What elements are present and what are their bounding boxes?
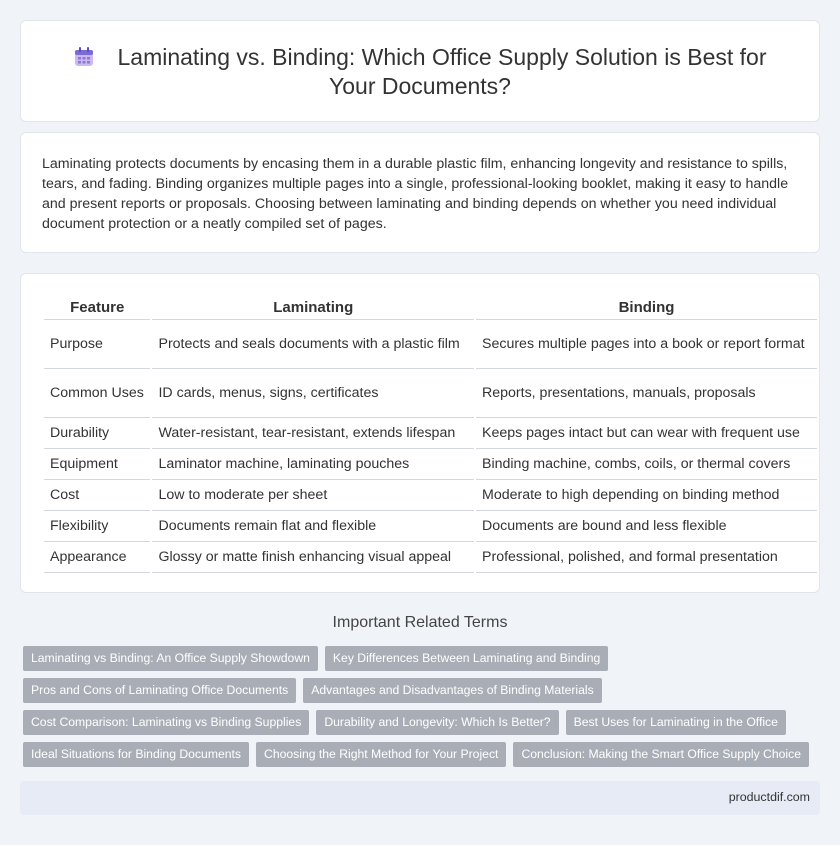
related-term-link[interactable]: Best Uses for Laminating in the Office	[566, 710, 786, 735]
related-term-link[interactable]: Choosing the Right Method for Your Project	[256, 742, 506, 767]
table-cell: Protects and seals documents with a plastic film	[152, 320, 474, 369]
header-binding: Binding	[476, 296, 817, 320]
table-row	[44, 449, 817, 480]
table-cell: Cost	[44, 480, 150, 511]
tag-row	[23, 742, 813, 767]
table-cell: Equipment	[44, 449, 150, 480]
footer-site-name: productdif.com	[728, 790, 810, 804]
table-cell: Documents are bound and less flexible	[476, 511, 817, 542]
table-row	[44, 480, 817, 511]
table-cell: Low to moderate per sheet	[152, 480, 474, 511]
tag-row	[23, 646, 813, 671]
comparison-table-card	[20, 273, 820, 593]
related-term-link[interactable]: Cost Comparison: Laminating vs Binding Supplies	[23, 710, 309, 735]
page-title: Laminating vs. Binding: Which Office Supply Solution is Best for Your Documents?	[117, 44, 767, 99]
header-feature: Feature	[44, 296, 150, 320]
table-cell: Binding machine, combs, coils, or thermal covers	[476, 449, 817, 480]
table-row	[44, 369, 817, 418]
table-row	[44, 542, 817, 573]
table-cell: Keeps pages intact but can wear with frequent use	[476, 418, 817, 449]
tag-row	[23, 710, 813, 735]
table-cell: Glossy or matte finish enhancing visual appeal	[152, 542, 474, 573]
related-term-link[interactable]: Durability and Longevity: Which Is Better?	[316, 710, 558, 735]
table-cell: Laminator machine, laminating pouches	[152, 449, 474, 480]
table-row	[44, 511, 817, 542]
table-cell: Appearance	[44, 542, 150, 573]
table-cell: Professional, polished, and formal presentation	[476, 542, 817, 573]
table-cell: Moderate to high depending on binding method	[476, 480, 817, 511]
title-card	[20, 20, 820, 122]
table-header-row	[44, 296, 817, 320]
table-cell: Common Uses	[44, 369, 150, 418]
tag-row	[23, 678, 813, 703]
related-term-link[interactable]: Ideal Situations for Binding Documents	[23, 742, 249, 767]
intro-card	[20, 132, 820, 253]
related-term-link[interactable]: Advantages and Disadvantages of Binding Materials	[303, 678, 602, 703]
table-cell: Flexibility	[44, 511, 150, 542]
related-term-link[interactable]: Pros and Cons of Laminating Office Documents	[23, 678, 296, 703]
header-laminating: Laminating	[152, 296, 474, 320]
related-terms-list	[23, 646, 813, 774]
footer	[20, 781, 820, 815]
related-term-link[interactable]: Key Differences Between Laminating and Binding	[325, 646, 608, 671]
table-cell: Water-resistant, tear-resistant, extends lifespan	[152, 418, 474, 449]
related-term-link[interactable]: Conclusion: Making the Smart Office Supply Choice	[513, 742, 809, 767]
table-row	[44, 418, 817, 449]
calendar-icon	[73, 46, 95, 68]
table-cell: Durability	[44, 418, 150, 449]
table-cell: Purpose	[44, 320, 150, 369]
table-cell: Secures multiple pages into a book or report format	[476, 320, 817, 369]
table-cell: ID cards, menus, signs, certificates	[152, 369, 474, 418]
table-row	[44, 320, 817, 369]
comparison-table	[42, 296, 819, 573]
table-cell: Documents remain flat and flexible	[152, 511, 474, 542]
table-cell: Reports, presentations, manuals, proposals	[476, 369, 817, 418]
related-terms-heading: Important Related Terms	[332, 614, 508, 631]
related-term-link[interactable]: Laminating vs Binding: An Office Supply Showdown	[23, 646, 318, 671]
intro-paragraph: Laminating protects documents by encasing them in a durable plastic film, enhancing longevity and resistance to spills, tears, and fading. Binding organizes multiple pages into a single, professional-looking booklet, making it easy to handle and present reports or proposals. Choosing between laminating and binding depends on whether you need individual document protection or a neatly compiled set of pages.	[42, 156, 789, 232]
